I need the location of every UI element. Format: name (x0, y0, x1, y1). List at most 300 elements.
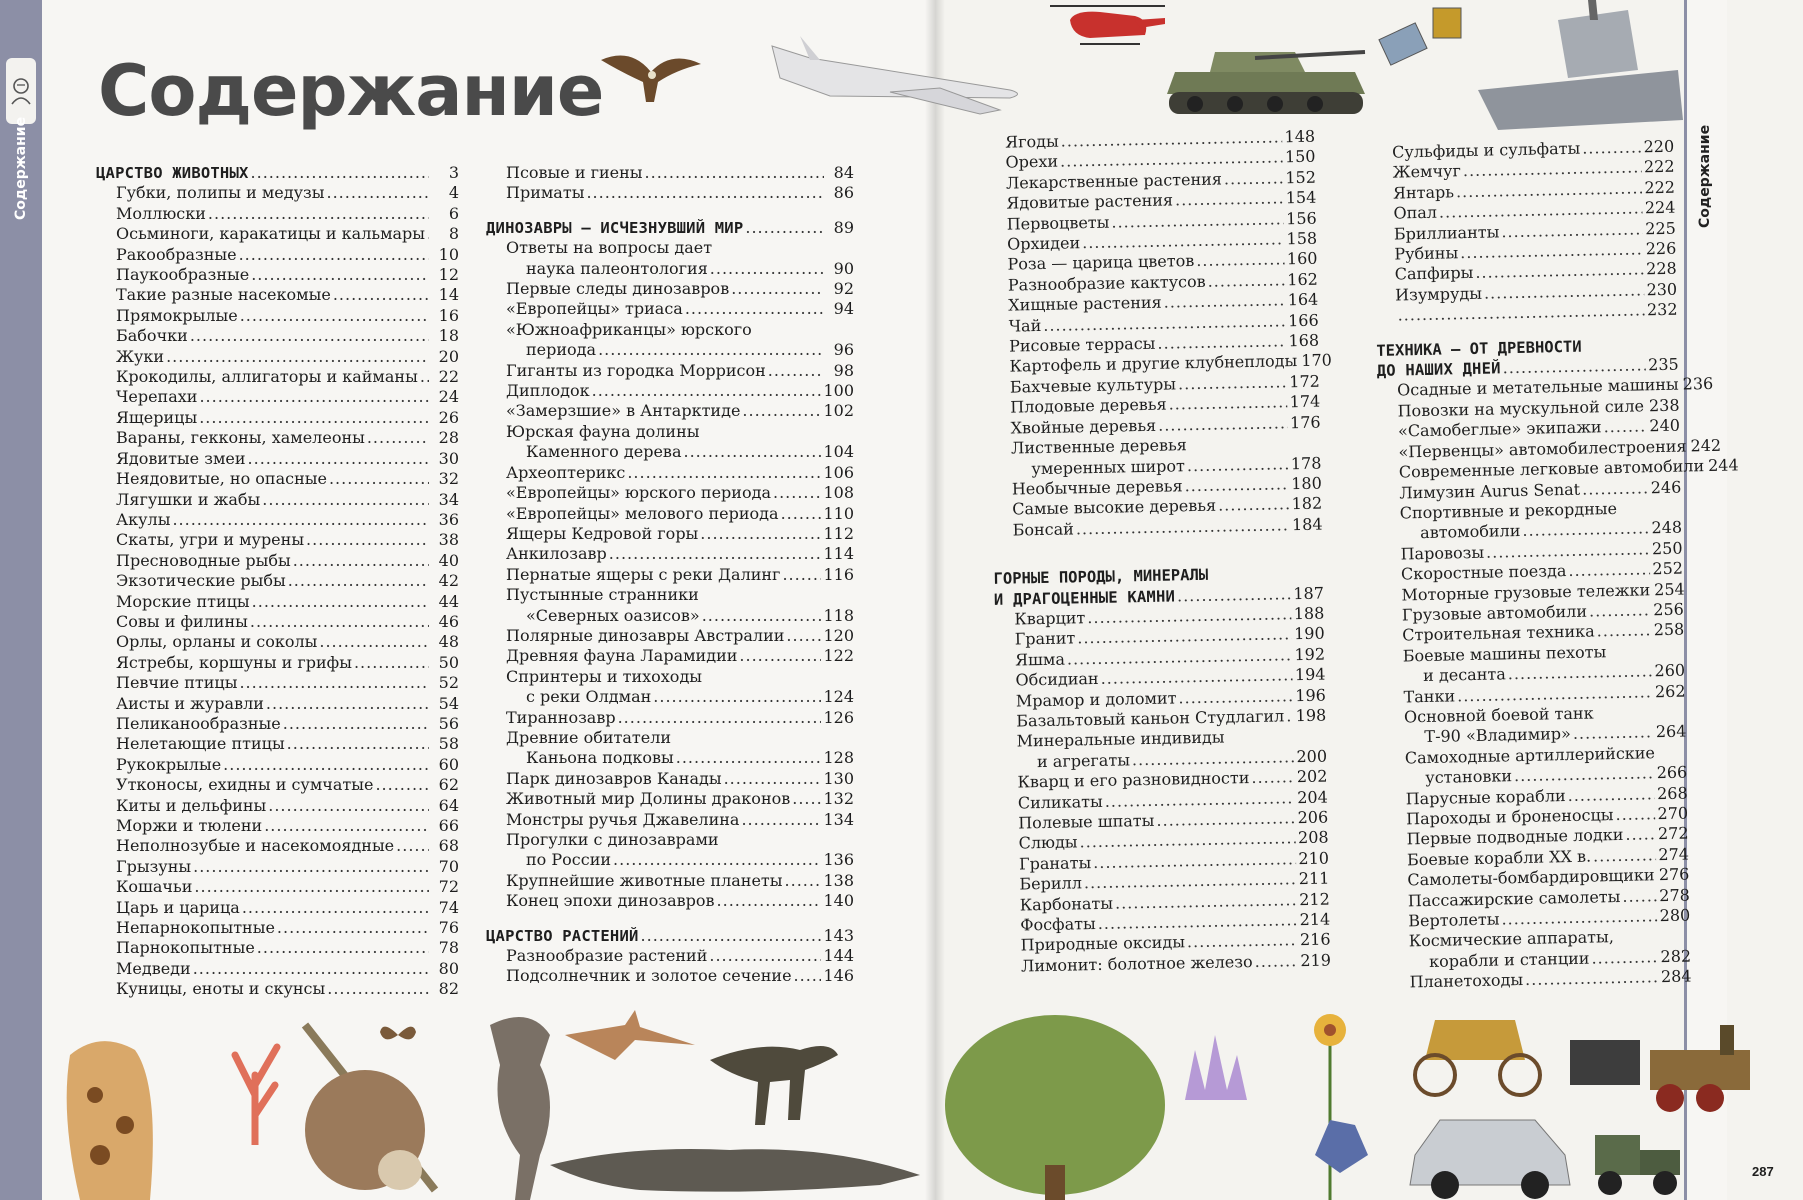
toc-entry-title: Изумруды (1394, 283, 1483, 305)
toc-page-number: 68 (438, 836, 459, 856)
toc-entry-title: Аисты и журавли (116, 693, 264, 713)
toc-leader-dots (1076, 515, 1291, 540)
toc-entry-title: Губки, полипы и медузы (116, 183, 325, 203)
toc-entry-title: установки (1425, 766, 1513, 788)
toc-entry-title: Паровозы (1400, 542, 1485, 564)
toc-entry-title: Полевые шпаты (1018, 810, 1155, 833)
toc-page-number: 208 (1297, 827, 1329, 848)
toc-entry-title: Яшма (1014, 649, 1066, 670)
toc-entry-title: Плодовые деревья (1010, 394, 1167, 417)
toc-leader-dots (1501, 906, 1658, 930)
toc-entry-title: Морские птицы (116, 591, 250, 611)
toc-page-number: 196 (1295, 685, 1327, 705)
toc-page-number: 282 (1660, 946, 1692, 966)
toc-leader-dots (1156, 808, 1296, 831)
tree-icon (940, 1015, 1170, 1200)
toc-entry-title: Осадные и метательные машины (1396, 375, 1679, 400)
toc-page-number: 3 (448, 163, 459, 182)
toc-entry-title: Археоптерикс (506, 462, 626, 482)
toc-page-number: 122 (823, 646, 854, 666)
toc-page-number: 276 (1658, 864, 1690, 885)
toc-leader-dots (251, 265, 429, 285)
toc-page-number: 102 (823, 401, 854, 421)
toc-leader-dots (1582, 137, 1642, 159)
toc-leader-dots (785, 871, 822, 891)
toc-entry-title: «Замерзшие» в Антарктиде (506, 401, 741, 421)
toc-leader-dots (1163, 291, 1285, 314)
toc-entry (486, 708, 854, 728)
toc-page-number: 200 (1296, 746, 1328, 766)
giraffe-icon (40, 1025, 180, 1200)
toc-section-entry (486, 926, 854, 946)
toc-page-number: 176 (1289, 412, 1321, 432)
toc-entry-title: Гиганты из городка Моррисон (506, 360, 766, 380)
toc-page-number: 236 (1682, 374, 1714, 395)
toc-entry (486, 626, 854, 646)
toc-page-number: 80 (438, 958, 459, 978)
toc-page-number: 156 (1285, 208, 1317, 228)
toc-page-number: 220 (1643, 136, 1675, 157)
toc-page-number: 206 (1297, 807, 1329, 828)
toc-entry-line: Спортивные и рекордные (1399, 498, 1618, 523)
toc-entry-title: Первоцветы (1006, 212, 1110, 234)
toc-leader-dots (257, 938, 429, 958)
toc-entry-title: Лимонит: болотное железо (1020, 951, 1253, 976)
toc-page-number: 34 (438, 489, 459, 509)
toc-page-number: 126 (823, 707, 854, 727)
toc-entry-title: Медведи (116, 958, 191, 978)
toc-entry-line: Боевые машины пехоты (1402, 641, 1607, 666)
toc-leader-dots (1196, 250, 1285, 272)
toc-entry (96, 347, 459, 367)
toc-page-number: 86 (833, 183, 854, 203)
toc-leader-dots (1286, 706, 1294, 727)
sloth-icon (285, 1020, 450, 1200)
toc-page-number: 211 (1298, 868, 1330, 889)
toc-entry-title: «Первенцы» автомобилестроения (1398, 436, 1687, 462)
toc-entry (486, 279, 854, 299)
toc-page-number: 92 (833, 279, 854, 299)
toc-page-number: 94 (833, 299, 854, 319)
toc-section-entry (486, 218, 854, 238)
toc-leader-dots (1603, 417, 1647, 438)
toc-leader-dots (1187, 931, 1298, 954)
toc-entry-title: Монстры ручья Джавелина (506, 809, 740, 829)
toc-entry-title: Непарнокопытные (116, 918, 275, 938)
toc-page-number: 130 (823, 768, 854, 788)
toc-entry-title: Парнокопытные (116, 938, 255, 958)
toc-leader-dots (1224, 168, 1284, 190)
toc-entry-title: корабли и станции (1428, 948, 1590, 971)
toc-leader-dots (252, 592, 429, 612)
toc-entry-title: «Северных оазисов» (526, 605, 700, 625)
toc-entry-title: Бабочки (116, 326, 188, 346)
toc-page-number: 188 (1293, 603, 1325, 624)
toc-entry-title: Пеликанообразные (116, 713, 281, 733)
toc-page-number: 238 (1648, 395, 1680, 416)
toc-page-number: 54 (438, 693, 459, 713)
side-label-left: Содержание (13, 116, 29, 220)
toc-page-number: 82 (438, 979, 459, 999)
toc-leader-dots (283, 714, 429, 734)
toc-page-number: 38 (438, 530, 459, 550)
tank-icon (1155, 22, 1375, 122)
toc-leader-dots (396, 836, 429, 856)
toc-entry-title: и агрегаты (1036, 750, 1131, 771)
toc-entry-title: Обсидиан (1015, 669, 1099, 690)
toc-entry (486, 524, 854, 544)
toc-entry-line: Космические аппараты, (1408, 927, 1615, 951)
toc-entry (486, 183, 854, 203)
toc-page-number: 222 (1643, 157, 1675, 177)
pterosaur-icon (565, 1005, 695, 1065)
toc-leader-dots (268, 796, 429, 816)
toc-page-number: 172 (1289, 371, 1321, 392)
toc-leader-dots (166, 347, 429, 367)
toc-page-number: 270 (1657, 803, 1689, 824)
toc-entry-title: Хищные растения (1008, 292, 1162, 315)
toc-entry-title: Сульфиды и сульфаты (1391, 138, 1581, 162)
toc-leader-dots (193, 959, 429, 979)
toc-page-number: 219 (1300, 950, 1332, 970)
toc-page-number: 222 (1644, 177, 1676, 198)
toc-entry (96, 571, 459, 591)
toc-page-number: 46 (438, 611, 459, 631)
toc-entry-title: Пароходы и броненосцы (1405, 805, 1614, 829)
toc-page-number: 114 (823, 544, 854, 564)
toc-leader-dots (592, 381, 822, 401)
toc-entry-title: Парусные корабли (1405, 785, 1566, 809)
toc-entry-title: Скаты, угри и мурены (116, 530, 305, 550)
toc-leader-dots (609, 544, 822, 564)
toc-entry (96, 918, 459, 938)
toc-page-number: 138 (823, 870, 854, 890)
toc-leader-dots (794, 966, 822, 986)
toc-page-number: 6 (448, 203, 459, 223)
toc-leader-dots (586, 183, 824, 203)
toc-entry-line: Юрская фауна долины (506, 421, 700, 441)
toc-leader-dots (773, 483, 821, 503)
toc-page-number: 202 (1296, 766, 1328, 787)
toc-entry-title: Гранит (1014, 628, 1076, 649)
toc-page-number: 148 (1284, 126, 1316, 147)
toc-entry-title: Силикаты (1017, 791, 1103, 813)
toc-entry (96, 653, 459, 673)
toc-entry-title: Экзотические рыбы (116, 571, 286, 591)
toc-page-number: 228 (1645, 259, 1677, 279)
toc-page-number: 136 (823, 850, 854, 870)
page-title: Содержание (98, 50, 604, 132)
toc-page-number: 232 (1646, 299, 1678, 320)
toc-page-number: 250 (1651, 538, 1683, 558)
toc-entry (486, 299, 854, 319)
toc-entry-line: «Южноафриканцы» юрского (506, 319, 752, 339)
toc-entry (96, 673, 459, 693)
toc-leader-dots (239, 245, 429, 265)
toc-entry-title: Картофель и другие клубнеплоды (1009, 351, 1298, 377)
crocodile-icon (550, 1115, 920, 1200)
toc-entry-title: Роза — царица цветов (1007, 251, 1195, 275)
toc-entry-title: Ящеры Кедровой горы (506, 523, 699, 543)
toc-page-number: 187 (1293, 583, 1325, 603)
toc-page-number: 52 (438, 673, 459, 693)
toc-entry-title: Ракообразные (116, 244, 237, 264)
toc-leader-dots (768, 361, 824, 381)
toc-entry (96, 490, 459, 510)
toc-leader-dots (1207, 270, 1285, 292)
toc-leader-dots (240, 306, 429, 326)
toc-page-number: 254 (1653, 579, 1685, 599)
toc-leader-dots (1646, 396, 1647, 416)
toc-entry-title: Певчие птицы (116, 673, 238, 693)
toc-entry (486, 871, 854, 891)
toc-column-2 (486, 163, 854, 987)
toc-leader-dots (1168, 393, 1287, 416)
toc-entry-title: Тираннозавр (506, 707, 616, 727)
toc-leader-dots (306, 530, 429, 550)
toc-page-number: 274 (1658, 844, 1690, 864)
toc-entry-title: Ядовитые растения (1006, 190, 1174, 213)
toc-page-number: 118 (823, 605, 854, 625)
toc-entry-title: Крупнейшие животные планеты (506, 870, 783, 890)
butterfly-icon (378, 1020, 418, 1050)
toc-entry-title: Нелетающие птицы (116, 734, 285, 754)
toc-entry-title: по России (526, 850, 612, 870)
toc-leader-dots (1187, 454, 1289, 476)
side-label-right: Содержание (1697, 124, 1713, 228)
toc-page-number: 244 (1707, 455, 1739, 476)
toc-page-number: 256 (1653, 599, 1685, 620)
toc-page-number: 152 (1285, 167, 1317, 188)
toc-entry (96, 551, 459, 571)
toc-leader-dots (1178, 372, 1288, 394)
toc-entry-title: Сапфиры (1394, 263, 1474, 284)
toc-page-number: 42 (438, 571, 459, 591)
toc-entry (96, 469, 459, 489)
toc-page-number: 8 (448, 224, 459, 244)
toc-entry-title: Приматы (506, 183, 585, 203)
toc-entry-title: Рубины (1394, 243, 1459, 264)
toc-entry-title: Анкилозавр (506, 544, 607, 564)
toc-page-number: 26 (438, 407, 459, 427)
toc-page-number: 192 (1294, 644, 1326, 664)
toc-section-entry (96, 163, 459, 183)
toc-entry-title: Природные оксиды (1020, 932, 1186, 955)
toc-entry-title: Самые высокие деревья (1012, 495, 1217, 519)
toc-entry (486, 504, 854, 524)
toc-entry-title: Рисовые террасы (1008, 333, 1156, 356)
toc-entry-title: Кварц и его разновидности (1017, 768, 1250, 792)
toc-entry (486, 966, 854, 986)
toc-entry-line: Древние обитатели (506, 727, 672, 747)
toc-leader-dots (702, 606, 822, 626)
carriage-icon (1395, 1000, 1555, 1100)
toc-entry (486, 891, 854, 911)
toc-page-number: 40 (438, 550, 459, 570)
toc-entry-title: Грызуны (116, 856, 192, 876)
toc-leader-dots (745, 218, 824, 238)
toc-leader-dots (1622, 886, 1657, 907)
toc-page-number: 30 (438, 448, 459, 468)
toc-entry (96, 979, 459, 999)
toc-page-number: 60 (438, 754, 459, 774)
toc-entry-title: ЦАРСТВО РАСТЕНИЙ (486, 926, 639, 945)
toc-entry-title: Каменного дерева (526, 442, 682, 462)
toc-entry (486, 748, 854, 768)
toc-page-number: 146 (823, 966, 854, 986)
toc-page-number: 246 (1650, 477, 1682, 497)
toc-entry-title: Акулы (116, 509, 171, 529)
toc-entry-title: Моржи и тюлени (116, 816, 263, 835)
toc-leader-dots (731, 279, 824, 299)
toc-entry-title: Первые подводные лодки (1406, 825, 1624, 849)
toc-entry (96, 592, 459, 612)
toc-leader-dots (375, 775, 429, 795)
warship-icon (1478, 0, 1688, 140)
toc-leader-dots (333, 285, 429, 305)
toc-entry-title: Животный мир Долины драконов (506, 789, 791, 809)
toc-page-number: 225 (1645, 218, 1677, 238)
toc-leader-dots (1184, 474, 1289, 496)
toc-entry (486, 646, 854, 666)
toc-entry-title: Такие разные насекомые (116, 285, 331, 305)
toc-page-number: 22 (438, 367, 459, 387)
toc-entry (486, 259, 854, 279)
toc-leader-dots (420, 367, 429, 387)
toc-column-3 (985, 127, 1331, 977)
toc-leader-dots (208, 204, 429, 224)
toc-entry-title: Скоростные поезда (1400, 561, 1567, 584)
toc-page-number: 182 (1291, 493, 1323, 514)
toc-leader-dots (1218, 495, 1290, 517)
toc-entry-title: Неядовитые, но опасные (116, 469, 327, 489)
toc-entry-title: Каньона подковы (526, 748, 674, 768)
toc-leader-dots (266, 694, 429, 714)
toc-entry-title: Пресноводные рыбы (116, 550, 291, 570)
toc-section-heading-line: ТЕХНИКА — ОТ ДРЕВНОСТИ (1376, 337, 1582, 360)
toc-leader-dots (653, 687, 821, 707)
toc-entry (96, 387, 459, 407)
toc-page-number: 18 (438, 326, 459, 346)
toc-entry (96, 775, 459, 795)
toc-page-number: 112 (823, 523, 854, 543)
toc-page-number: 140 (823, 891, 854, 911)
toc-entry-title: Танки (1403, 685, 1456, 707)
toc-page-number: 20 (438, 346, 459, 366)
toc-entry-title: Рукокрылые (116, 754, 222, 774)
toc-leader-dots (1573, 723, 1654, 745)
toc-entry-title: Пассажирские самолеты (1407, 886, 1621, 911)
toc-entry-title: «Европейцы» триаса (506, 299, 683, 319)
toc-page-number: 168 (1288, 330, 1320, 351)
toc-entry-title: Утконосы, ехидны и сумчатые (116, 775, 374, 795)
toc-leader-dots (598, 340, 824, 360)
toc-entry-title: Полярные динозавры Австралии (506, 625, 785, 645)
toc-leader-dots (239, 673, 429, 693)
toc-entry-title: Жуки (116, 346, 165, 366)
toc-leader-dots (329, 469, 429, 489)
toc-entry-title: «Европейцы» юрского периода (506, 483, 771, 503)
toc-entry (486, 606, 854, 626)
toc-entry-title: Современные легковые автомобили (1398, 456, 1705, 482)
toc-entry-title: Бахчевые культуры (1009, 374, 1177, 397)
toc-entry (96, 857, 459, 877)
toc-leader-dots (641, 926, 822, 946)
toc-page-number: 252 (1652, 558, 1684, 579)
toc-page-number: 36 (438, 509, 459, 529)
coral-icon (225, 1035, 285, 1145)
toc-leader-dots (1254, 951, 1298, 972)
toc-page-number: 170 (1301, 350, 1333, 371)
toc-page-number: 262 (1654, 681, 1686, 701)
toc-page-number: 166 (1287, 310, 1319, 330)
toc-entry (96, 285, 459, 305)
toc-entry-line: Лиственные деревья (1010, 435, 1187, 458)
toc-entry-title: Парк динозавров Канады (506, 768, 722, 788)
toc-page-number: 70 (438, 856, 459, 876)
toc-entry (96, 428, 459, 448)
toc-entry-title: «Европейцы» мелового периода (506, 503, 779, 523)
toc-entry-title: Ядовитые змеи (116, 448, 246, 468)
toc-leader-dots (1589, 600, 1652, 622)
toc-entry (96, 959, 459, 979)
truck-icon (1585, 1125, 1685, 1200)
toc-entry-title: Вертолеты (1408, 909, 1500, 931)
toc-page-number: 50 (438, 652, 459, 672)
raptor-icon (710, 1020, 840, 1130)
toc-page-number: 32 (438, 469, 459, 489)
toc-leader-dots (293, 551, 429, 571)
toc-page-number: 240 (1649, 415, 1681, 436)
toc-entry-title: Базальтовый каньон Студлагил (1016, 706, 1285, 731)
toc-entry-title: Неполнозубые и насекомоядные (116, 836, 395, 856)
helicopter-icon (1040, 0, 1170, 55)
toc-entry-line: Минеральные индивиды (1016, 727, 1225, 751)
toc-leader-dots (1178, 686, 1293, 709)
toc-leader-dots (264, 816, 429, 836)
toc-page-number: 74 (438, 897, 459, 917)
toc-entry-title: Паукообразные (116, 265, 250, 285)
amethyst-icon (1175, 1030, 1255, 1100)
toc-entry (486, 810, 854, 830)
toc-spacer (486, 204, 854, 218)
toc-entry (96, 224, 459, 244)
toc-page-number: 190 (1293, 623, 1325, 644)
toc-leader-dots (739, 646, 821, 666)
toc-entry (96, 898, 459, 918)
toc-page-number: 284 (1660, 966, 1692, 987)
toc-entry (96, 265, 459, 285)
toc-leader-dots (193, 857, 429, 877)
toc-entry (96, 632, 459, 652)
toc-page-number: 143 (823, 925, 854, 945)
toc-page-number: 216 (1299, 929, 1331, 950)
toc-entry-title: Совы и филины (116, 611, 248, 631)
satellite-icon (1375, 0, 1485, 90)
toc-entry-title: Строительная техника (1402, 621, 1595, 645)
toc-entry-title: Лекарственные растения (1005, 169, 1223, 193)
toc-entry (486, 401, 854, 421)
toc-entry-line: Прогулки с динозаврами (506, 830, 719, 849)
toc-entry (486, 442, 854, 462)
toc-leader-dots (1596, 621, 1651, 643)
toc-leader-dots (1177, 584, 1292, 607)
toc-entry-title: Диплодок (506, 381, 590, 401)
toc-page-number: 100 (823, 381, 854, 401)
toc-entry-title: Планетоходы (1409, 970, 1524, 992)
toc-entry-title: наука палеонтология (526, 258, 708, 278)
toc-entry-title: Киты и дельфины (116, 795, 267, 815)
